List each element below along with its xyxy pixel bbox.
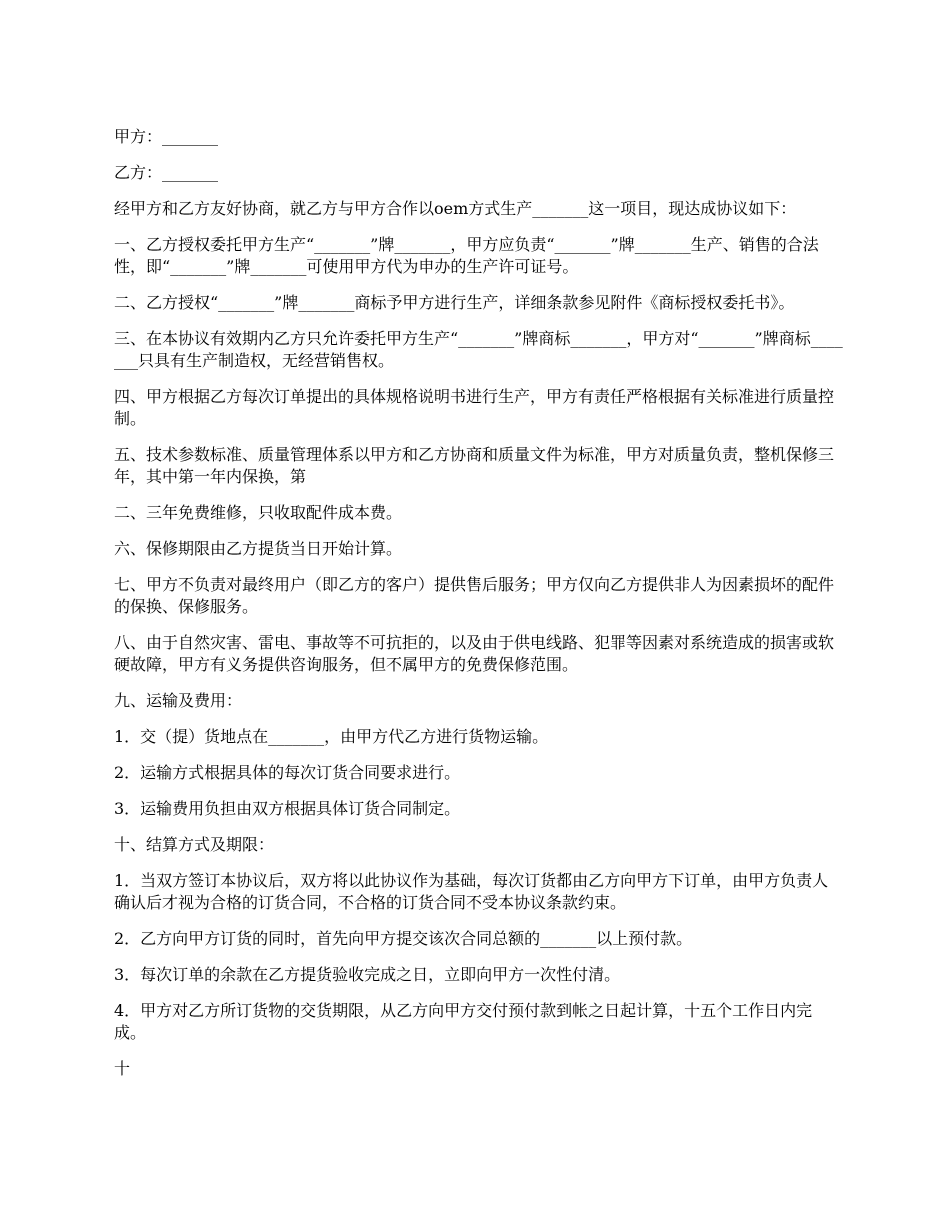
clause-9-item-1: 1．交（提）货地点在_______，由甲方代乙方进行货物运输。 bbox=[114, 727, 549, 746]
party-a-line: 甲方：_______ bbox=[114, 127, 219, 146]
clause-5-continued: 二、三年免费维修，只收取配件成本费。 bbox=[114, 503, 403, 522]
clause-2: 二、乙方授权“_______”牌_______商标予甲方进行生产，详细条款参见附件《商标授权委托书》。 bbox=[114, 293, 795, 312]
clause-6: 六、保修期限由乙方提货当日开始计算。 bbox=[114, 539, 403, 558]
clause-9-item-3: 3．运输费用负担由双方根据具体订货合同制定。 bbox=[114, 799, 461, 818]
clause-10-heading: 十、结算方式及期限： bbox=[114, 835, 275, 854]
clause-1: 一、乙方授权委托甲方生产“_______”牌_______，甲方应负责“_______”牌_______生产、销售的合法性，即“_______”牌_______可使用甲方代为申办的生产许可证号。 bbox=[114, 235, 819, 276]
clause-10-item-1: 1．当双方签订本协议后，双方将以此协议作为基础，每次订货都由乙方向甲方下订单，由甲方负责人确认后才视为合格的订货合同，不合格的订货合同不受本协议条款约束。 bbox=[114, 871, 829, 912]
clause-4: 四、甲方根据乙方每次订单提出的具体规格说明书进行生产，甲方有责任严格根据有关标准进行质量控制。 bbox=[114, 387, 835, 428]
trailing-heading: 十 bbox=[114, 1059, 131, 1078]
intro-paragraph: 经甲方和乙方友好协商，就乙方与甲方合作以oem方式生产_______这一项目，现达成协议如下： bbox=[114, 199, 797, 218]
clause-10-item-2: 2．乙方向甲方订货的同时，首先向甲方提交该次合同总额的_______以上预付款。 bbox=[114, 929, 693, 948]
clause-10-item-3: 3．每次订单的余款在乙方提货验收完成之日，立即向甲方一次性付清。 bbox=[114, 965, 621, 984]
clause-3: 三、在本协议有效期内乙方只允许委托甲方生产“_______”牌商标_______，甲方对“_______”牌商标_______只具有生产制造权，无经营销售权。 bbox=[114, 329, 843, 370]
clause-10-item-4: 4．甲方对乙方所订货物的交货期限，从乙方向甲方交付预付款到帐之日起计算，十五个工作日内完成。 bbox=[114, 1001, 813, 1042]
clause-9-item-2: 2．运输方式根据具体的每次订货合同要求进行。 bbox=[114, 763, 461, 782]
document-body bbox=[114, 126, 844, 1094]
clause-5: 五、技术参数标准、质量管理体系以甲方和乙方协商和质量文件为标准，甲方对质量负责，整机保修三年，其中第一年内保换，第 bbox=[114, 445, 835, 486]
clause-7: 七、甲方不负责对最终用户（即乙方的客户）提供售后服务；甲方仅向乙方提供非人为因素损坏的配件的保换、保修服务。 bbox=[114, 575, 835, 616]
clause-8: 八、由于自然灾害、雷电、事故等不可抗拒的，以及由于供电线路、犯罪等因素对系统造成的损害或软硬故障，甲方有义务提供咨询服务，但不属甲方的免费保修范围。 bbox=[114, 633, 835, 674]
party-b-line: 乙方：_______ bbox=[114, 163, 219, 182]
clause-9-heading: 九、运输及费用： bbox=[114, 691, 243, 710]
